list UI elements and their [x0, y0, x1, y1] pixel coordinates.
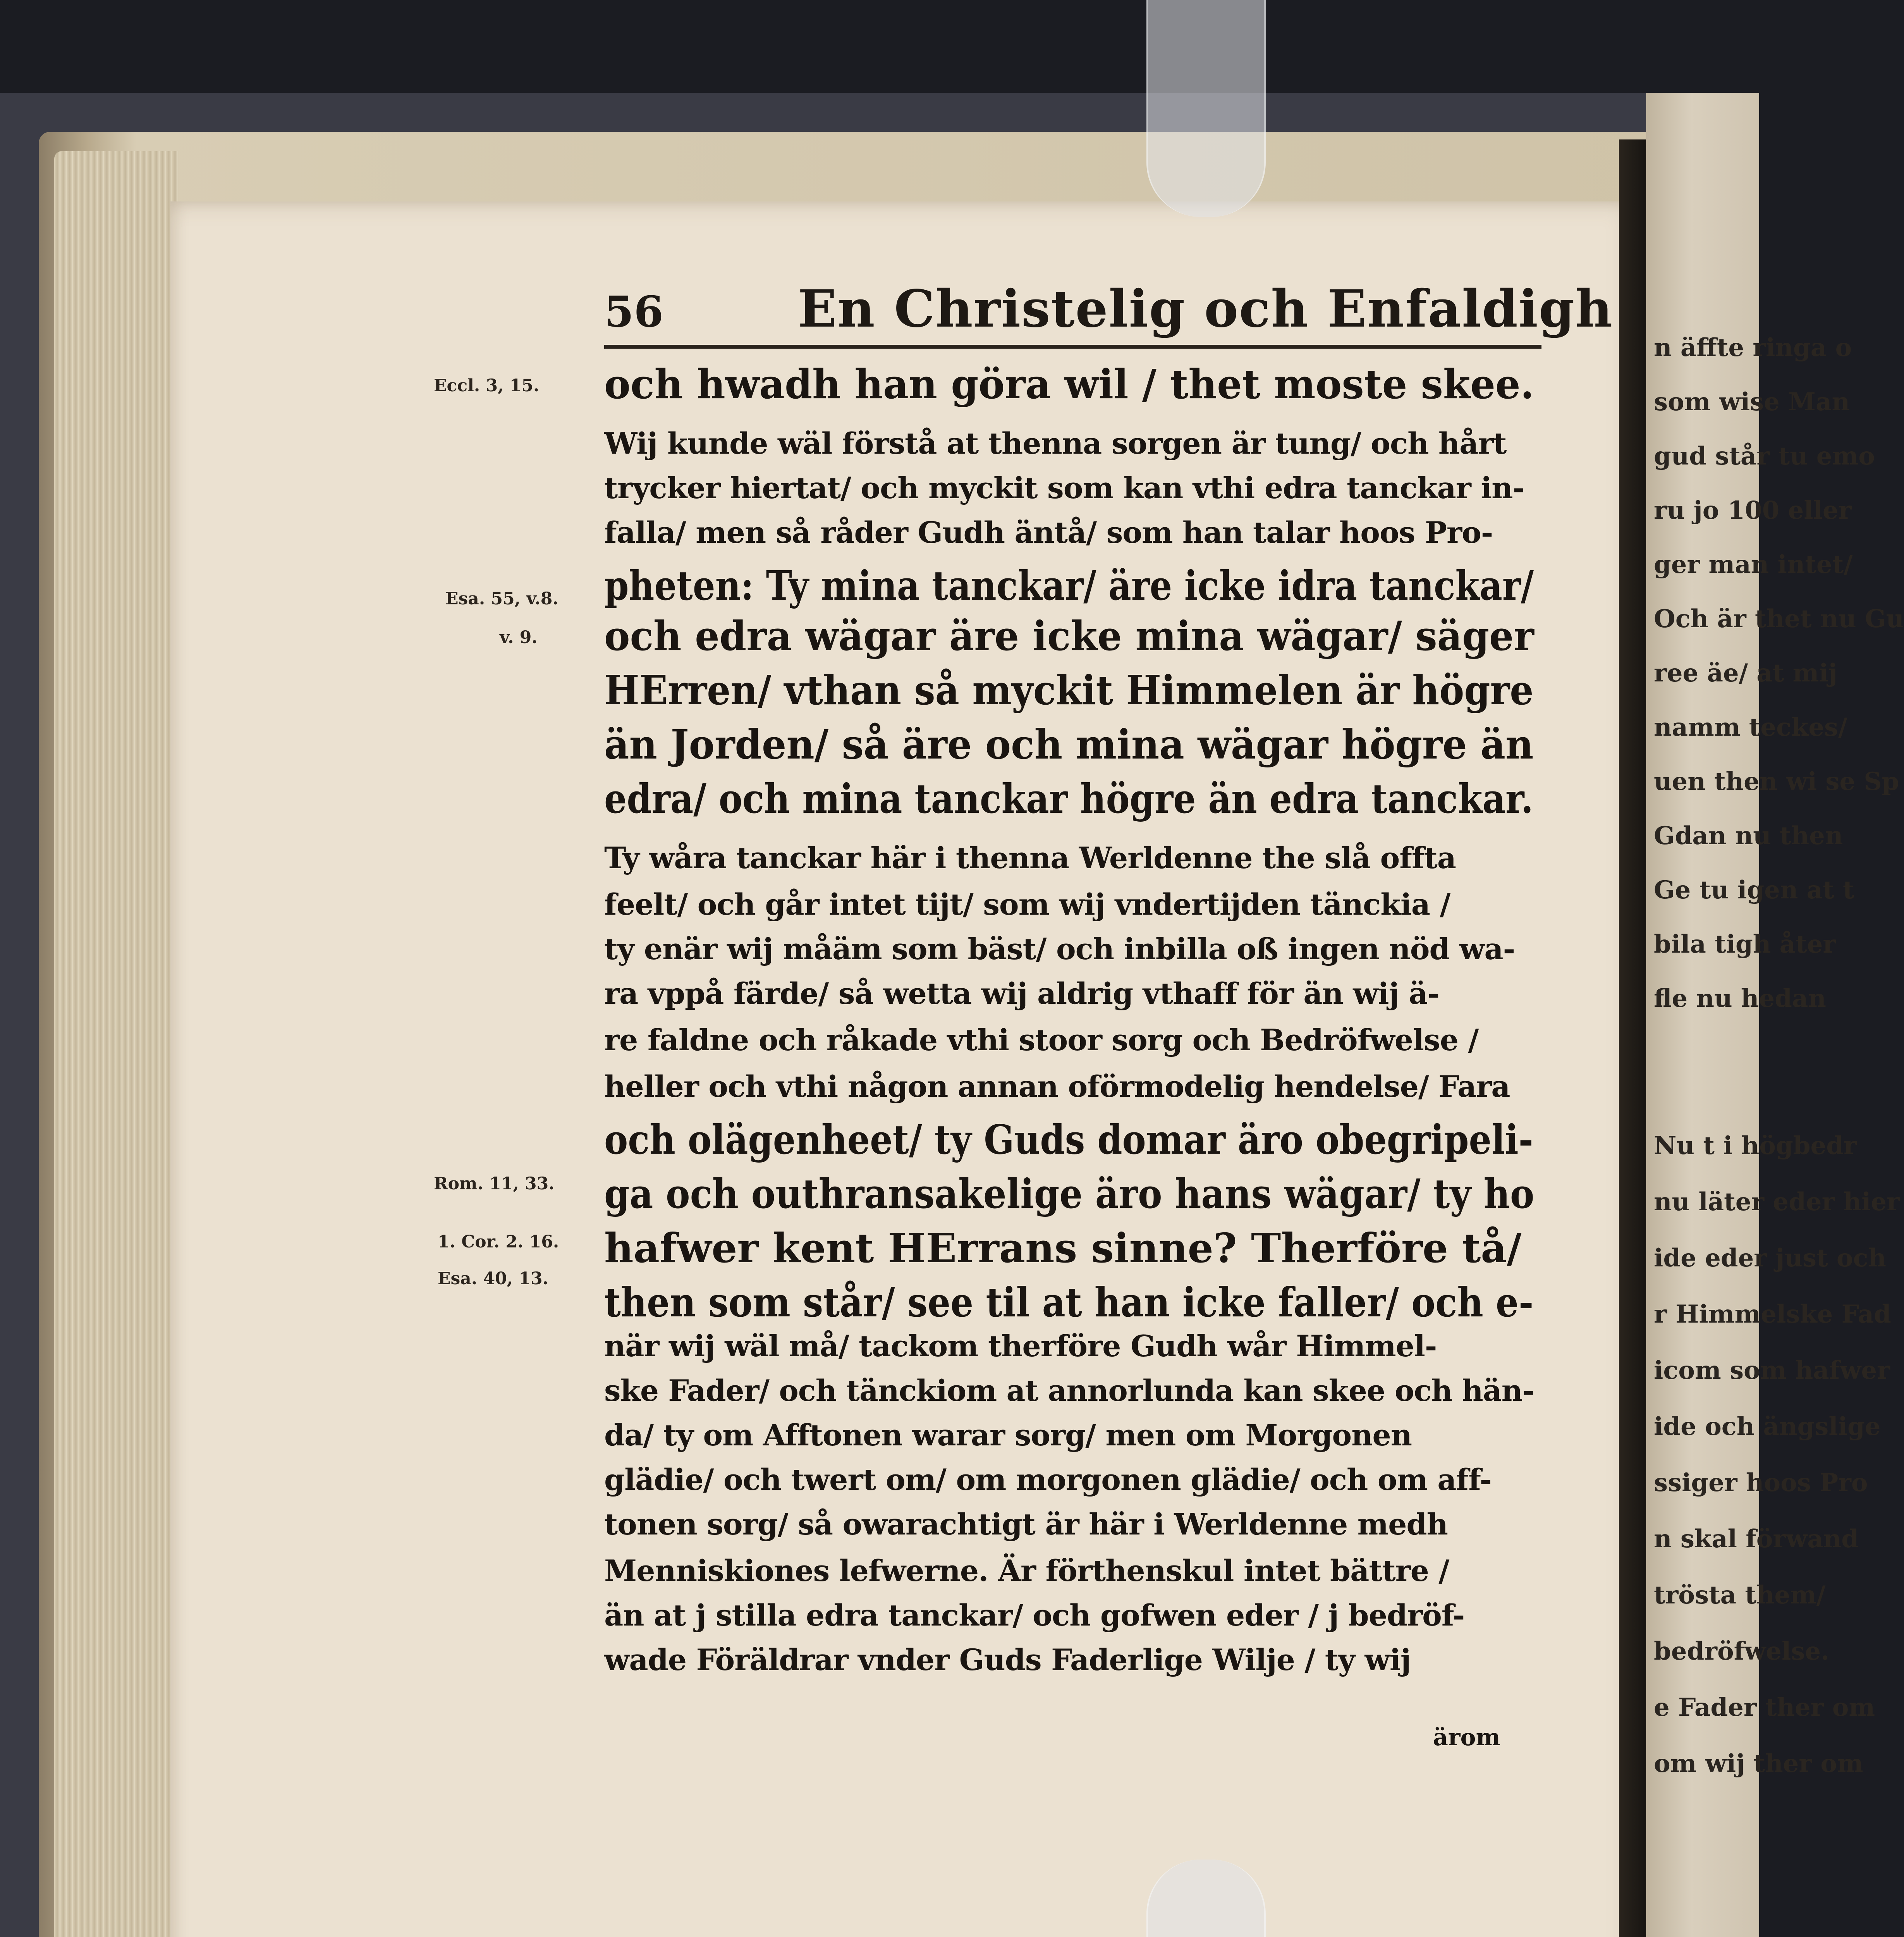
body-line: feelt/ och går intet tijt/ som wij vndertijden tänckia / — [604, 887, 1450, 922]
body-line: när wij wäl må/ tackom therföre Gudh wår Himmel- — [604, 1329, 1437, 1363]
header-rule — [604, 345, 1541, 349]
margin-note: Eccl. 3, 15. — [434, 376, 540, 396]
body-line: edra/ och mina tanckar högre än edra tanckar. — [604, 775, 1533, 822]
facing-page-line: som wise Man — [1654, 387, 1850, 416]
body-line: än Jorden/ så äre och mina wägar högre än — [604, 721, 1534, 768]
body-line: tonen sorg/ så owarachtigt är här i Werldenne medh — [604, 1507, 1448, 1541]
facing-page-line: Gdan nu then — [1654, 821, 1843, 850]
margin-note: Rom. 11, 33. — [434, 1174, 555, 1194]
margin-note: v. 9. — [500, 628, 538, 647]
body-line: Wij kunde wäl förstå at thenna sorgen är tung/ och hårt — [604, 426, 1507, 461]
facing-page-line: namm teckes/ — [1654, 713, 1847, 742]
body-line: da/ ty om Afftonen warar sorg/ men om Morgonen — [604, 1418, 1412, 1452]
body-line: wade Föräldrar vnder Guds Faderlige Wilje / ty wij — [604, 1643, 1411, 1677]
facing-page-line: Ge tu igen at t — [1654, 876, 1854, 905]
body-line: än at j stilla edra tanckar/ och gofwen eder / j bedröf- — [604, 1598, 1465, 1633]
body-line: ty enär wij måäm som bäst/ och inbilla oß ingen nöd wa- — [604, 932, 1515, 966]
body-line: pheten: Ty mina tanckar/ äre icke idra tanckar/ — [604, 562, 1534, 609]
facing-page-line: trösta them/ — [1654, 1581, 1826, 1610]
facing-page-line: Och är thet nu Gu — [1654, 604, 1904, 633]
facing-page-line: ree äe/ at mij — [1654, 659, 1837, 688]
body-line: glädie/ och twert om/ om morgonen glädie/ och om aff- — [604, 1462, 1492, 1497]
facing-page-line: e Fader ther om — [1654, 1693, 1875, 1722]
body-line: och hwadh han göra wil / thet moste skee. — [604, 360, 1534, 408]
body-line: hafwer kent HErrans sinne? Therföre tå/ — [604, 1224, 1522, 1272]
facing-page-line: n skal förwand — [1654, 1524, 1859, 1553]
margin-note: 1. Cor. 2. 16. — [438, 1232, 559, 1252]
facing-page-line: fle nu hedan — [1654, 984, 1826, 1013]
facing-page-line: ide och ängslige — [1654, 1412, 1881, 1441]
running-title: En Christelig och Enfaldigh — [798, 279, 1614, 339]
page-number: 56 — [604, 287, 664, 337]
page-header — [604, 271, 1614, 341]
body-line: heller och vthi någon annan oförmodelig hendelse/ Fara — [604, 1069, 1510, 1104]
body-line: Ty wåra tanckar här i thenna Werldenne the slå offta — [604, 841, 1456, 875]
facing-page-line: ru jo 100 eller — [1654, 496, 1852, 525]
body-line: ga och outhransakelige äro hans wägar/ ty ho — [604, 1170, 1535, 1218]
body-line: ske Fader/ och tänckiom at annorlunda kan skee och hän- — [604, 1373, 1534, 1408]
body-line: HErren/ vthan så myckit Himmelen är högre — [604, 666, 1534, 714]
facing-page-line: ger man intet/ — [1654, 550, 1853, 579]
facing-page-line: Nu t i högbedr — [1654, 1131, 1857, 1160]
body-line: och edra wägar äre icke mina wägar/ säger — [604, 612, 1534, 660]
body-line: then som står/ see til at han icke faller/ och e- — [604, 1278, 1534, 1326]
facing-page — [1646, 93, 1904, 1937]
body-line: Menniskiones lefwerne. Är förthenskul intet bättre / — [604, 1553, 1449, 1588]
margin-note: Esa. 40, 13. — [438, 1269, 548, 1288]
facing-page-line: ide eder just och — [1654, 1244, 1886, 1273]
facing-page-line: gud står tu emo — [1654, 442, 1875, 471]
page-edges — [54, 151, 178, 1937]
facing-page-line: bila tigh åter — [1654, 930, 1836, 959]
body-line: re faldne och råkade vthi stoor sorg och Bedröfwelse / — [604, 1023, 1479, 1057]
body-line: och olägenheet/ ty Guds domar äro obegripeli- — [604, 1116, 1533, 1163]
facing-page-line: n äffte ringa o — [1654, 333, 1852, 362]
page-holder-strap-top — [1146, 0, 1266, 217]
facing-page-line: uen then wi se Sp — [1654, 767, 1899, 796]
facing-page-line: r Himmelske Fad — [1654, 1300, 1891, 1329]
facing-page-line: nu läter eder hier — [1654, 1187, 1900, 1216]
facing-page-line: ssiger hoos Pro — [1654, 1468, 1868, 1497]
catchword: ärom — [1433, 1724, 1500, 1751]
facing-page-line: bedröfwelse. — [1654, 1637, 1830, 1666]
body-line: falla/ men så råder Gudh äntå/ som han talar hoos Pro- — [604, 515, 1493, 550]
facing-page-line: om wij ther om — [1654, 1749, 1863, 1778]
facing-page-line: icom som hafwer — [1654, 1356, 1890, 1385]
margin-note: Esa. 55, v.8. — [445, 589, 558, 609]
body-line: trycker hiertat/ och myckit som kan vthi edra tanckar in- — [604, 471, 1524, 505]
body-line: ra vppå färde/ så wetta wij aldrig vthaff för än wij ä- — [604, 976, 1440, 1011]
